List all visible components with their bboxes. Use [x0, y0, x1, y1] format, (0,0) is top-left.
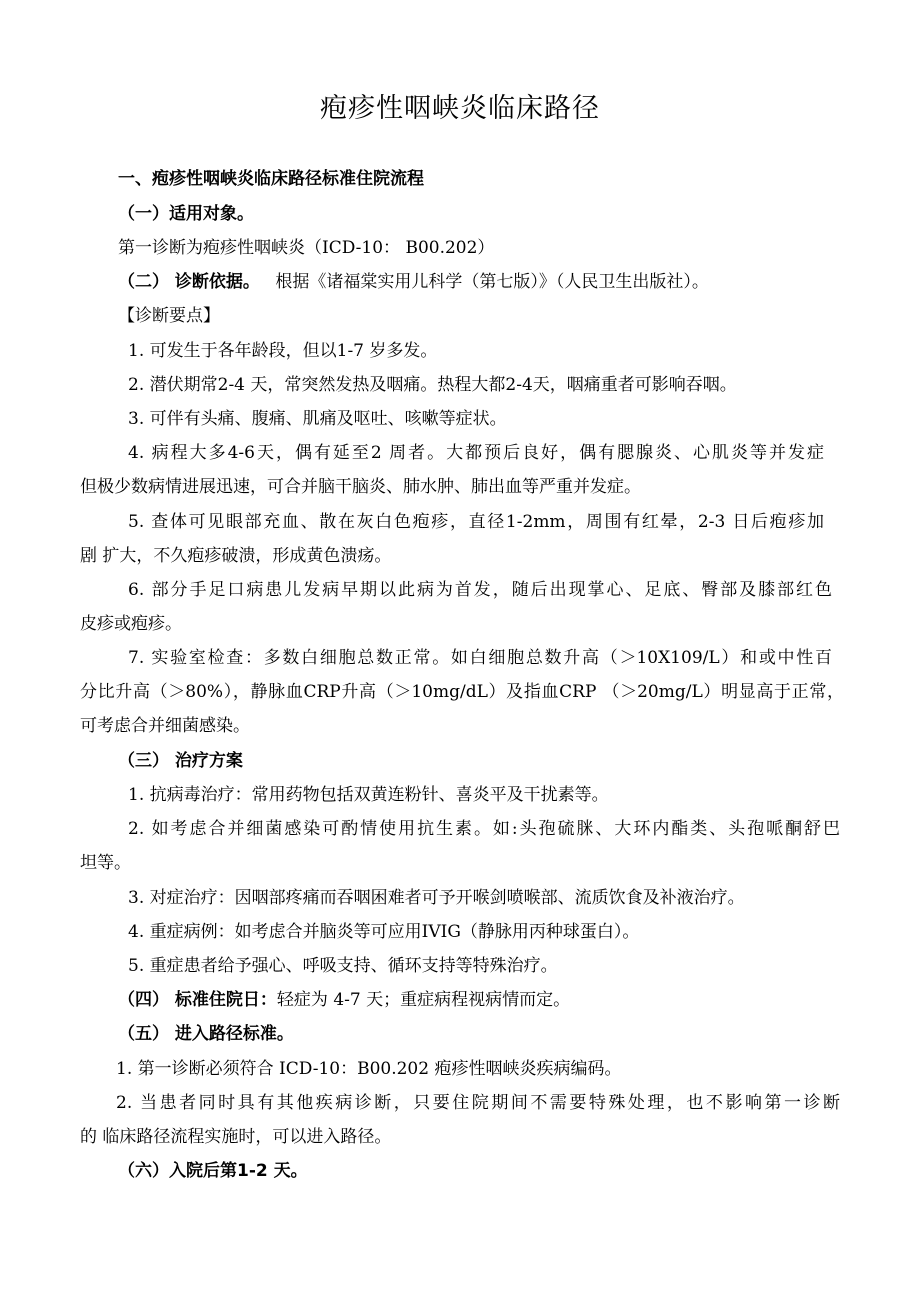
diagnosis-point-4: 4. 病程大多4-6天，偶有延至2 周者。大都预后良好，偶有腮腺炎、心肌炎等并发症 [128, 443, 824, 463]
diagnosis-point-5-cont: 剧 扩大，不久疱疹破溃，形成黄色溃疡。 [80, 546, 392, 566]
treatment-item-3: 3. 对症治疗：因咽部疼痛而吞咽困难者可予开喉剑喷喉部、流质饮食及补液治疗。 [128, 888, 745, 908]
diagnosis-basis-row [118, 271, 709, 293]
treatment-item-2-cont: 坦等。 [80, 853, 131, 873]
diagnosis-point-7: 7. 实验室检查：多数白细胞总数正常。如白细胞总数升高（＞10X109/L）和或中性百 [128, 648, 832, 668]
entry-criterion-2: 2. 当患者同时具有其他疾病诊断，只要住院期间不需要特殊处理，也不影响第一诊断 [116, 1093, 840, 1113]
scope-text: 第一诊断为疱疹性咽峡炎（ICD-10： B00.202） [118, 238, 495, 258]
treatment-item-1: 1. 抗病毒治疗：常用药物包括双黄连粉针、喜炎平及干扰素等。 [128, 785, 609, 805]
diagnosis-points-heading: 【诊断要点】 [118, 306, 220, 326]
subsection-heading-stay: （四） 标准住院日： [118, 990, 277, 1010]
diagnosis-point-6: 6. 部分手足口病患儿发病早期以此病为首发，随后出现掌心、足底、臀部及膝部红色 [128, 580, 832, 600]
subsection-heading-diagnosis: （二） 诊断依据。 [118, 272, 260, 292]
treatment-item-5: 5. 重症患者给予强心、呼吸支持、循环支持等特殊治疗。 [128, 956, 558, 976]
hospital-stay-text: 轻症为 4-7 天；重症病程视病情而定。 [276, 990, 571, 1010]
subsection-heading-days: （六）入院后第1-2 天。 [118, 1161, 308, 1181]
diagnosis-point-3: 3. 可伴有头痛、腹痛、肌痛及呕吐、咳嗽等症状。 [128, 409, 507, 429]
hospital-stay-row [118, 989, 570, 1011]
diagnosis-point-7-cont: 分比升高（＞80%），静脉血CRP升高（＞10mg/dL）及指血CRP （＞20mg/L）明显高于正常， [80, 682, 844, 702]
diagnosis-point-1: 1. 可发生于各年龄段，但以1-7 岁多发。 [128, 341, 438, 361]
subsection-heading-entry: （五） 进入路径标准。 [118, 1024, 294, 1044]
diagnosis-point-5: 5. 查体可见眼部充血、散在灰白色疱疹，直径1-2mm，周围有红晕，2-3 日后疱疹加 [128, 512, 824, 532]
entry-criterion-1: 1. 第一诊断必须符合 ICD-10：B00.202 疱疹性咽峡炎疾病编码。 [116, 1059, 622, 1079]
treatment-item-2: 2. 如考虑合并细菌感染可酌情使用抗生素。如:头孢硫脒、大环内酯类、头孢哌酮舒巴 [128, 819, 840, 839]
page-title: 疱疹性咽峡炎临床路径 [320, 93, 600, 124]
section-heading-1: 一、疱疹性咽峡炎临床路径标准住院流程 [118, 169, 424, 189]
diagnosis-point-2: 2. 潜伏期常2-4 天，常突然发热及咽痛。热程大都2-4天，咽痛重者可影响吞咽。 [128, 375, 737, 395]
subsection-heading-treatment: （三） 治疗方案 [118, 751, 243, 771]
entry-criterion-2-cont: 的 临床路径流程实施时，可以进入路径。 [80, 1127, 392, 1147]
diagnosis-point-6-cont: 皮疹或疱疹。 [80, 614, 182, 634]
diagnosis-point-7-cont2: 可考虑合并细菌感染。 [80, 716, 250, 736]
treatment-item-4: 4. 重症病例：如考虑合并脑炎等可应用IVIG（静脉用丙种球蛋白）。 [128, 922, 640, 942]
subsection-heading-scope: （一）适用对象。 [118, 204, 254, 224]
diagnosis-point-4-cont: 但极少数病情进展迅速，可合并脑干脑炎、肺水肿、肺出血等严重并发症。 [80, 477, 641, 497]
diagnosis-basis-text: 根据《诸福棠实用儿科学（第七版）》（人民卫生出版社）。 [275, 272, 709, 292]
